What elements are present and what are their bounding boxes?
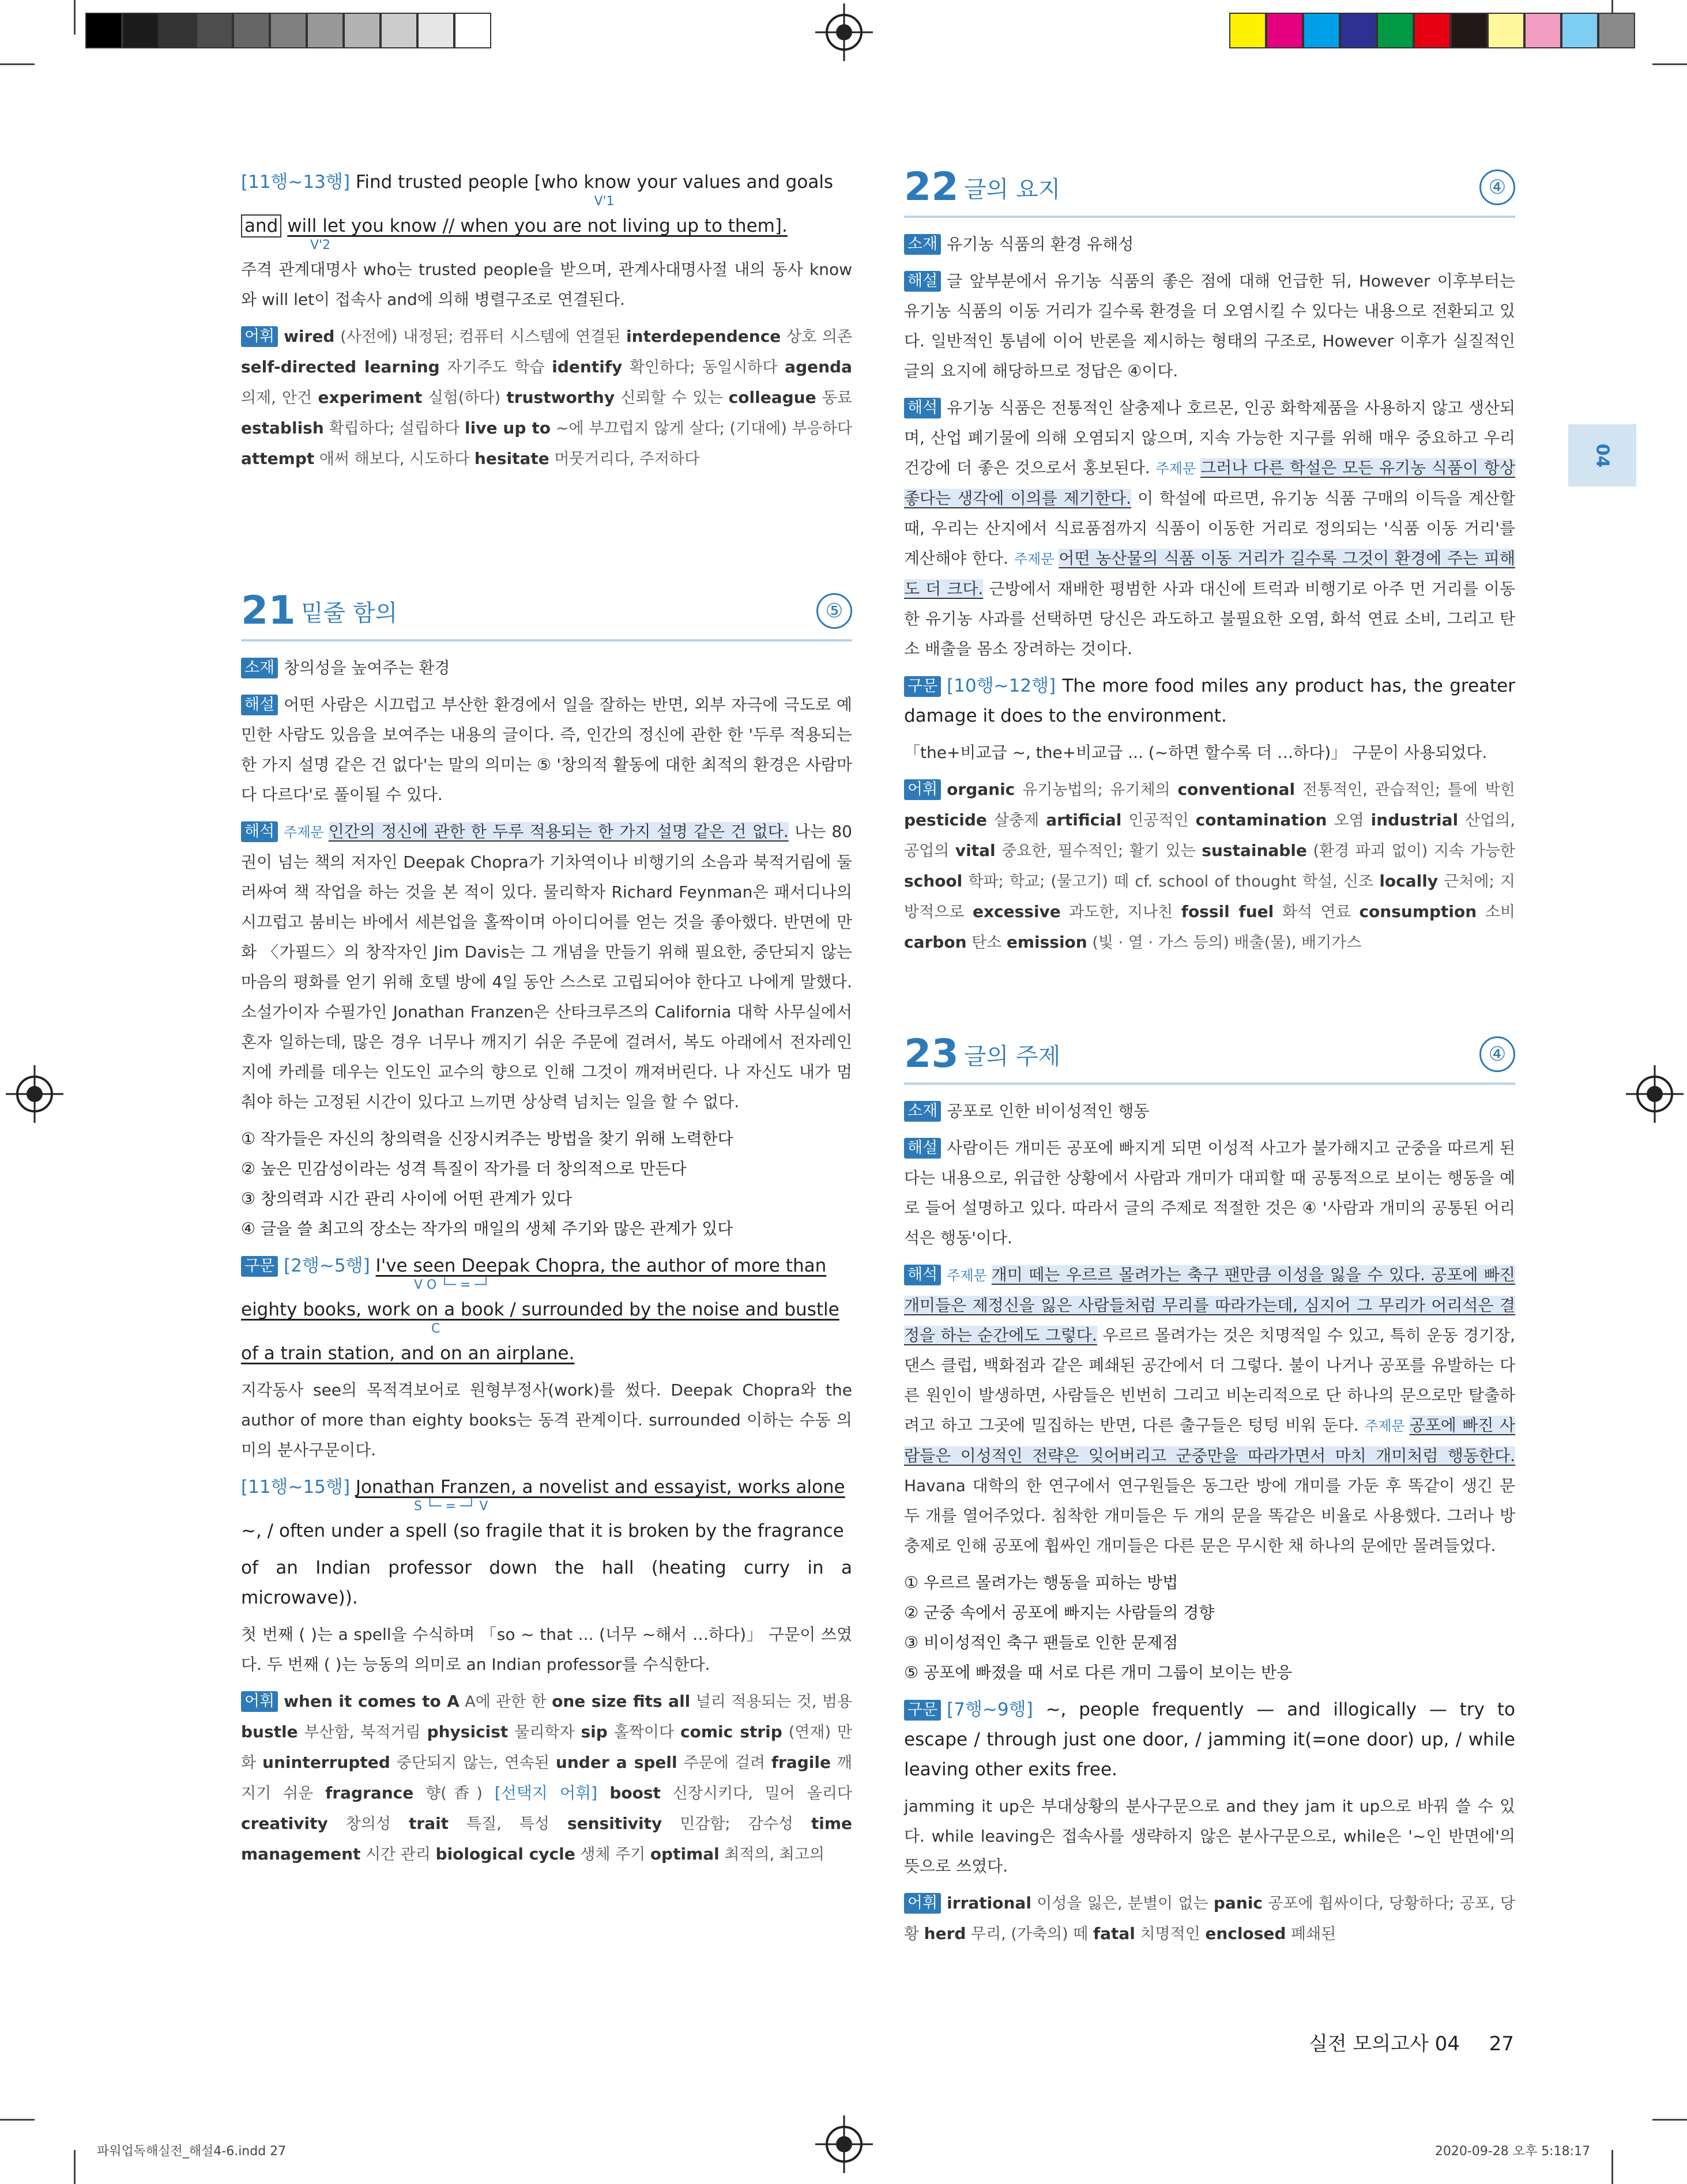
vocab-block: 어휘 when it comes to A A에 관한 한 one size fits all 널리 적용되는 것, 범용 bustle 부산함, 북적거림 physicist 물리학자 sip 홀짝이다 comic strip (연재) 만화 uninterrupted 중단되지 않는, 연속된 under a spell 주문에 걸려 fragile 깨지기 쉬운 fragrance 향(香) [선택지 어휘] boost 신장시키다, 밀어 올리다 creativity 창의성 trait 특질, 특성 sensitivity 민감함; 감수성 time management 시간 관리 biological cycle 생체 주기 optimal 최적의, 최고의 <box>241 1692 853 1864</box>
vocab-gloss: (환경 파괴 없이) 지속 가능한 <box>1306 842 1515 860</box>
syntax-explanation: 첫 번째 ( )는 a spell을 수식하며 「so ~ that ... (너무 ~해서 …하다)」 구문이 쓰였다. 두 번째 ( )는 능동의 의미로 an Indian professor를 수식한다. <box>241 1625 852 1674</box>
syntax-explanation: 주격 관계대명사 who는 trusted people을 받으며, 관계사대명사절 내의 동사 know와 will let이 접속사 and에 의해 병렬구조로 연결된다. <box>241 260 852 309</box>
footer-title: 실전 모의고사 04 <box>1308 2032 1460 2055</box>
vocab-word: fragrance <box>325 1783 414 1802</box>
vocab-word: biological cycle <box>435 1844 575 1864</box>
crop-mark <box>1652 63 1687 65</box>
vocab-gloss: 이성을 잃은, 분별이 없는 <box>1031 1895 1214 1913</box>
translation: 해석 유기농 식품은 전통적인 살충제나 호르몬, 인공 화학제품을 사용하지 않고 생산되며, 산업 폐기물에 의해 오염되지 않으며, 지속 가능한 지구를 위해 매우 중요하고 우리 건강에 더 좋은 것으로서 홍보된다. 주제문 그러나 다른 학설은 모든 유기농 식품이 항상 좋다는 생각에 이의를 제기한다. 이 학설에 따르면, 유기농 식품 구매의 이득을 계산할 때, 우리는 산지에서 식료품점까지 식품이 이동한 거리로 정의되는 '식품 이동 거리'를 계산해야 한다. 주제문 어떤 농산물의 식품 이동 거리가 길수록 그것이 환경에 주는 피해도 더 크다. 근방에서 재배한 평범한 사과 대신에 트럭과 비행기로 아주 먼 거리를 이동한 유기농 사과를 선택하면 당신은 과도하고 불필요한 오염, 화석 연료 소비, 그리고 탄소 배출을 몸소 장려하는 것이다. <box>904 398 1516 658</box>
vocab-gloss: 인공적인 <box>1121 812 1196 829</box>
vocab-gloss: 근처에; 지방적으로 <box>904 873 1515 921</box>
vocab-word: herd <box>924 1924 966 1943</box>
vocab-gloss: 확인하다; 동일시하다 <box>622 359 785 376</box>
vocab-word: establish <box>241 418 324 437</box>
vocab-gloss: 자기주도 학습 <box>439 359 552 376</box>
answer-option: ② 높은 민감성이라는 성격 특질이 작가를 더 창의적으로 만든다 <box>241 1159 687 1178</box>
vocab-word: irrational <box>947 1893 1031 1913</box>
crop-mark <box>0 63 35 65</box>
vocab-gloss: 신뢰할 수 있는 <box>615 389 729 407</box>
vocab-gloss: (연재) 만화 <box>241 1723 853 1772</box>
registration-mark-left <box>16 1076 53 1112</box>
vocab-word: locally <box>1379 872 1439 891</box>
question-number: 21 <box>241 588 296 633</box>
vocab-gloss: 확립하다; 설립하다 <box>323 420 465 437</box>
question-number: 23 <box>904 1031 959 1077</box>
explanation: 해설 사람이든 개미든 공포에 빠지게 되면 이성적 사고가 불가해지고 군중을 따르게 된다는 내용으로, 위급한 상황에서 사람과 개미가 대피할 때 공통적으로 보이는 행동을 예로 들어 설명하고 있다. 따라서 글의 주제로 적절한 것은 ④ '사람과 개미의 공통된 어리석은 행동'이다. <box>904 1138 1515 1247</box>
syntax-line: of an Indian professor down the hall (heating curry in a microwave)). <box>241 1557 852 1608</box>
syntax-line: of a train station, and on an airplane. <box>241 1343 575 1364</box>
vocab-word: trustworthy <box>506 388 615 407</box>
vocab-word: emission <box>1006 933 1087 952</box>
vocab-gloss: 공포에 휩싸이다, 당황하다; 공포, 당황 <box>904 1895 1515 1943</box>
topic-line: 소재 유기농 식품의 환경 유해성 <box>904 229 1515 259</box>
syntax-line: eighty books, work on a book / surrounded by the noise and bustle <box>241 1299 839 1320</box>
vocab-block: 어휘 wired (사전에) 내정된; 컴퓨터 시스템에 연결된 interdependence 상호 의존 self-directed learning 자기주도 학습 identify 확인하다; 동일시하다 agenda 의제, 안건 experiment 실험(하다) trustworthy 신뢰할 수 있는 colleague 동료 establish 확립하다; 설립하다 live up to ~에 부끄럽지 않게 살다; (기대에) 부응하다 attempt 애써 해보다, 시도하다 hesitate 머뭇거리다, 주저하다 <box>241 327 853 468</box>
vocab-word: uninterrupted <box>262 1753 390 1772</box>
vocab-gloss: 애써 해보다, 시도하다 <box>314 450 475 468</box>
syntax-line: and will let you know // when you are not living up to them]. <box>241 211 852 241</box>
vocab-gloss: 소비 <box>1477 903 1515 921</box>
left-column <box>241 167 852 1877</box>
vocab-gloss: 특질, 특성 <box>449 1815 567 1833</box>
vocab-word: attempt <box>241 449 315 468</box>
answer-option: ④ 글을 쓸 최고의 장소는 작가의 매일의 생체 주기와 많은 관계가 있다 <box>241 1219 733 1238</box>
syntax-line: 구문 [10행~12행] The more food miles any product has, the greater damage it does to the environment. <box>904 676 1515 726</box>
vocab-gloss: (빛 · 열 · 가스 등의) 배출(물), 배기가스 <box>1087 934 1362 952</box>
explanation: 해설 어떤 사람은 시끄럽고 부산한 환경에서 일을 잘하는 반면, 외부 자극에 극도로 예민한 사람도 있음을 보여주는 내용의 글이다. 즉, 인간의 정신에 관한 한 '두루 적용되는 한 가지 설명 같은 건 없다'는 말의 의미는 ⑤ '창의적 활동에 대한 최적의 환경은 사람마다 다르다'로 풀이될 수 있다. <box>241 695 852 804</box>
answer-badge: ⑤ <box>816 593 852 629</box>
answer-option: ③ 창의력과 시간 관리 사이에 어떤 관계가 있다 <box>241 1189 573 1208</box>
vocab-gloss: 폐쇄된 <box>1286 1925 1336 1943</box>
topic-line: 소재 공포로 인한 비이성적인 행동 <box>904 1096 1515 1126</box>
vocab-block: 어휘 irrational 이성을 잃은, 분별이 없는 panic 공포에 휩싸이다, 당황하다; 공포, 당황 herd 무리, (가축의) 떼 fatal 치명적인 enclosed 폐쇄된 <box>904 1893 1515 1943</box>
vocab-word: optimal <box>650 1844 720 1864</box>
vocab-word: school <box>904 872 963 891</box>
syntax-marker: V'2 <box>310 238 331 252</box>
vocab-gloss: 시간 관리 <box>360 1846 436 1864</box>
vocab-word: fatal <box>1093 1924 1135 1943</box>
page-number: 27 <box>1489 2032 1514 2055</box>
vocab-gloss: 전통적인, 관습적인; 틀에 박힌 <box>1295 781 1515 799</box>
vocab-gloss: 탄소 <box>966 934 1007 952</box>
vocab-word: pesticide <box>904 810 987 829</box>
vocab-word: carbon <box>904 933 967 952</box>
question-number: 22 <box>904 164 959 210</box>
vocab-gloss: 물리학자 <box>508 1723 581 1741</box>
translation: 해석 주제문 인간의 정신에 관한 한 두루 적용되는 한 가지 설명 같은 건 없다. 나는 80권이 넘는 책의 저자인 Deepak Chopra가 기차역이나 비행기의 소음과 북적거림에 둘러싸여 책 작업을 하는 것을 본 적이 있다. 물리학자 Richard Feynman은 패서디나의 시끄럽고 붐비는 바에서 세븐업을 홀짝이며 아이디어를 얻는 것을 좋아했다. 반면에 만화 〈가필드〉의 창작자인 Jim Davis는 그 개념을 만들기 위해 필요한, 중단되지 않는 마음의 평화를 얻기 위해 호텔 방에 4일 동안 스스로 고립되어야 한다고 나에게 말했다. 소설가이자 수필가인 Jonathan Franzen은 산타크루즈의 California 대학 사무실에서 혼자 일하는데, 많은 경우 너무나 깨지기 쉬운 주문에 걸려서, 복도 아래에서 전자레인지에 카레를 데우는 인도인 교수의 향으로 인해 그것이 깨져버린다. 나 자신도 내가 멈춰야 하는 고정된 시간이 있다고 느끼면 상상력 넘치는 일을 할 수 없다. <box>241 822 852 1111</box>
question-header-22 <box>904 164 1515 218</box>
syntax-explanation: jamming it up은 부대상황의 분사구문으로 and they jam it up으로 바꿔 쓸 수 있다. while leaving은 접속사를 생략하지 않은 분사구문으로, while은 '~인 반면에'의 뜻으로 쓰였다. <box>904 1797 1515 1876</box>
vocab-block: 어휘 organic 유기농법의; 유기체의 conventional 전통적인, 관습적인; 틀에 박힌 pesticide 살충제 artificial 인공적인 contamination 오염 industrial 산업의, 공업의 vital 중요한, 필수적인; 활기 있는 sustainable (환경 파괴 없이) 지속 가능한 school 학파; 학교; (물고기) 떼 cf. school of thought 학설, 신조 locally 근처에; 지방적으로 excessive 과도한, 지나친 fossil fuel 화석 연료 consumption 소비 carbon 탄소 emission (빛 · 열 · 가스 등의) 배출(물), 배기가스 <box>904 780 1515 952</box>
vocab-gloss: 향(香) <box>413 1785 495 1802</box>
syntax-line: [11행~15행] Jonathan Franzen, a novelist and essayist, works alone <box>241 1477 845 1498</box>
vocab-word: colleague <box>728 388 816 407</box>
vocab-word: creativity <box>241 1814 328 1833</box>
page-footer <box>1309 2028 1514 2056</box>
registration-mark-bottom <box>826 2126 863 2163</box>
crop-mark <box>0 2119 35 2121</box>
vocab-word: contamination <box>1195 810 1327 829</box>
vocab-gloss: 실험(하다) <box>422 389 507 407</box>
answer-option: ⑤ 공포에 빠졌을 때 서로 다른 개미 그룹이 보이는 반응 <box>904 1663 1293 1682</box>
vocab-gloss: A에 관한 한 <box>459 1693 552 1711</box>
vocab-gloss: (사전에) 내정된; 컴퓨터 시스템에 연결된 <box>334 328 627 346</box>
vocab-word: vital <box>955 841 996 860</box>
vocab-word: experiment <box>318 388 423 407</box>
vocab-word: self-directed learning <box>241 357 440 376</box>
translation: 해석 주제문 개미 떼는 우르르 몰려가는 축구 팬만큼 이성을 잃을 수 있다. 공포에 빠진 개미들은 제정신을 잃은 사람들처럼 무리를 따라가는데, 심지어 그 무리가 어리석은 결정을 하는 순간에도 그렇다. 우르르 몰려가는 것은 치명적일 수 있고, 특히 운동 경기장, 댄스 클럽, 백화점과 같은 폐쇄된 공간에서 더 그렇다. 불이 나거나 공포를 유발하는 다른 원인이 발생하면, 사람들은 빈번히 그리고 비논리적으로 단 하나의 문으로만 탈출하려고 하고 그곳에 밀집하는 반면, 다른 출구들은 텅텅 비워 둔다. 주제문 공포에 빠진 사람들은 이성적인 전략은 잊어버리고 군중만을 따라가면서 마치 개미처럼 행동한다. Havana 대학의 한 연구에서 연구원들은 동그란 방에 개미를 가둔 후 똑같이 생긴 문 두 개를 열어주었다. 침착한 개미들은 두 개의 문을 똑같은 비율로 사용했다. 그러나 방충제로 인해 공포에 휩싸인 개미들은 다른 문은 무시한 채 하나의 문에만 몰려들었다. <box>904 1265 1515 1555</box>
question-header-21 <box>241 588 852 642</box>
vocab-word: identify <box>552 357 623 376</box>
crop-mark <box>1652 2119 1687 2121</box>
vocab-gloss: 널리 적용되는 것, 범용 <box>690 1693 852 1711</box>
vocab-word: under a spell <box>555 1753 677 1772</box>
vocab-word: fossil fuel <box>1181 902 1274 921</box>
vocab-gloss: 화석 연료 <box>1274 903 1360 921</box>
vocab-word: physicist <box>427 1722 509 1741</box>
vocab-word: excessive <box>972 902 1061 921</box>
syntax-marker: C <box>431 1322 440 1336</box>
vocab-gloss: 동료 <box>816 389 853 407</box>
vocab-word: time management <box>241 1814 852 1864</box>
crop-mark <box>74 2150 76 2184</box>
answer-option: ① 작가들은 자신의 창의력을 신장시켜주는 방법을 찾기 위해 노력한다 <box>241 1129 733 1148</box>
question-title: 글의 요지 <box>964 176 1061 203</box>
crop-mark <box>1611 2150 1613 2184</box>
vocab-word: one size fits all <box>552 1692 691 1711</box>
option-list <box>241 1124 852 1244</box>
registration-mark-top <box>826 14 863 51</box>
grayscale-bar <box>85 13 491 48</box>
vocab-gloss: 창의성 <box>327 1815 409 1833</box>
chapter-side-tab: 04 <box>1568 424 1636 486</box>
slug-filename: 파워업독해실전_해설4-6.indd 27 <box>97 2144 287 2159</box>
vocab-word: live up to <box>465 418 551 437</box>
topic-line: 소재 창의성을 높여주는 환경 <box>241 653 852 683</box>
vocab-gloss: 중요한, 필수적인; 활기 있는 <box>995 842 1202 860</box>
color-bar <box>1229 13 1635 48</box>
syntax-explanation: 지각동사 see의 목적격보어로 원형부정사(work)를 썼다. Deepak Chopra와 the author of more than eighty books는 동격 관계이다. surrounded 이하는 수동 의미의 분사구문이다. <box>241 1380 852 1459</box>
vocab-gloss: 머뭇거리다, 주저하다 <box>549 450 700 468</box>
vocab-gloss: 주문에 걸려 <box>677 1754 771 1772</box>
option-list <box>904 1568 1515 1688</box>
vocab-word: bustle <box>241 1722 298 1741</box>
right-column <box>904 164 1516 1956</box>
vocab-word: interdependence <box>626 327 781 346</box>
vocab-word: trait <box>409 1814 449 1833</box>
syntax-line: ~, / often under a spell (so fragile that it is broken by the fragrance <box>241 1521 844 1541</box>
explanation: 해설 글 앞부분에서 유기농 식품의 좋은 점에 대해 언급한 뒤, However 이후부터는 유기농 식품의 이동 거리가 길수록 환경을 더 오염시킬 수 있다는 내용으로 전환되고 있다. 일반적인 통념에 이어 반론을 제시하는 형태의 구조로, However 이후가 실질적인 글의 요지에 해당하므로 정답은 ④이다. <box>904 271 1515 380</box>
vocab-gloss: 깨지기 쉬운 <box>241 1754 853 1802</box>
vocab-word: boost <box>609 1783 661 1802</box>
answer-badge: ④ <box>1479 1036 1515 1072</box>
vocab-word: wired <box>284 327 335 346</box>
syntax-explanation: 「the+비교급 ~, the+비교급 ... (~하면 할수록 더 …하다)」 구문이 사용되었다. <box>904 743 1488 762</box>
vocab-gloss: 학파; 학교; (물고기) 떼 cf. school of thought 학설, 신조 <box>962 873 1380 891</box>
vocab-word: industrial <box>1370 810 1459 829</box>
vocab-word: conventional <box>1177 780 1296 799</box>
vocab-gloss: 민감함; 감수성 <box>662 1815 811 1833</box>
registration-mark-right <box>1636 1076 1673 1112</box>
question-header-23 <box>904 1031 1515 1085</box>
vocab-gloss: 중단되지 않는, 연속된 <box>390 1754 556 1772</box>
syntax-marker: V'1 <box>594 194 615 209</box>
answer-badge: ④ <box>1479 169 1515 205</box>
vocab-gloss: 과도한, 지나친 <box>1060 903 1181 921</box>
vocab-gloss: 산업의, 공업의 <box>904 812 1515 860</box>
vocab-word: artificial <box>1046 810 1122 829</box>
vocab-word: organic <box>947 780 1015 799</box>
vocab-word: panic <box>1213 1893 1263 1913</box>
vocab-gloss: 부산함, 북적거림 <box>298 1723 427 1741</box>
vocab-gloss: 살충제 <box>986 812 1046 829</box>
syntax-marker: V O └─ = ─┘ <box>414 1278 490 1292</box>
answer-option: ③ 비이성적인 축구 팬들로 인한 문제점 <box>904 1633 1178 1652</box>
vocab-gloss: 상호 의존 <box>781 328 852 346</box>
slug-timestamp: 2020-09-28 오후 5:18:17 <box>1434 2144 1590 2159</box>
vocab-gloss: 오염 <box>1327 812 1371 829</box>
syntax-line: 구문 [7행~9행] ~, people frequently — and illogically — try to escape / through just one door, / jamming it(=one door) up, / while leaving other exits free. <box>904 1699 1516 1780</box>
answer-option: ② 군중 속에서 공포에 빠지는 사람들의 경향 <box>904 1603 1215 1622</box>
syntax-line: [11행~13행] Find trusted people [who know your values and goals <box>241 172 834 193</box>
vocab-gloss: 최적의, 최고의 <box>719 1846 824 1864</box>
vocab-word: agenda <box>785 357 852 376</box>
vocab-word: hesitate <box>474 449 549 468</box>
question-title: 글의 주제 <box>964 1043 1061 1070</box>
vocab-gloss: 생체 주기 <box>575 1846 650 1864</box>
vocab-word: comic strip <box>680 1722 782 1741</box>
vocab-gloss: ~에 부끄럽지 않게 살다; (기대에) 부응하다 <box>551 420 853 437</box>
syntax-marker: S └─ = ─┘ V <box>414 1499 488 1514</box>
vocab-gloss: 치명적인 <box>1135 1925 1206 1943</box>
vocab-gloss: 무리, (가축의) 떼 <box>966 1925 1093 1943</box>
vocab-word: enclosed <box>1205 1924 1286 1943</box>
vocab-gloss: 의제, 안건 <box>241 389 318 407</box>
vocab-word: when it comes to A <box>284 1692 460 1711</box>
vocab-word: sip <box>581 1722 608 1741</box>
syntax-line: 구문 [2행~5행] I've seen Deepak Chopra, the author of more than <box>241 1251 852 1281</box>
vocab-word: sustainable <box>1202 841 1307 860</box>
vocab-gloss: 홀짝이다 <box>607 1723 681 1741</box>
vocab-word: consumption <box>1359 902 1477 921</box>
vocab-gloss: 신장시키다, 밀어 올리다 <box>660 1785 852 1802</box>
vocab-gloss: 유기농법의; 유기체의 <box>1015 781 1178 799</box>
crop-mark <box>74 0 76 35</box>
vocab-word: sensitivity <box>567 1814 662 1833</box>
question-title: 밑줄 함의 <box>301 599 398 627</box>
answer-option: ① 우르르 몰려가는 행동을 피하는 방법 <box>904 1573 1178 1592</box>
vocab-word: fragile <box>771 1753 831 1772</box>
